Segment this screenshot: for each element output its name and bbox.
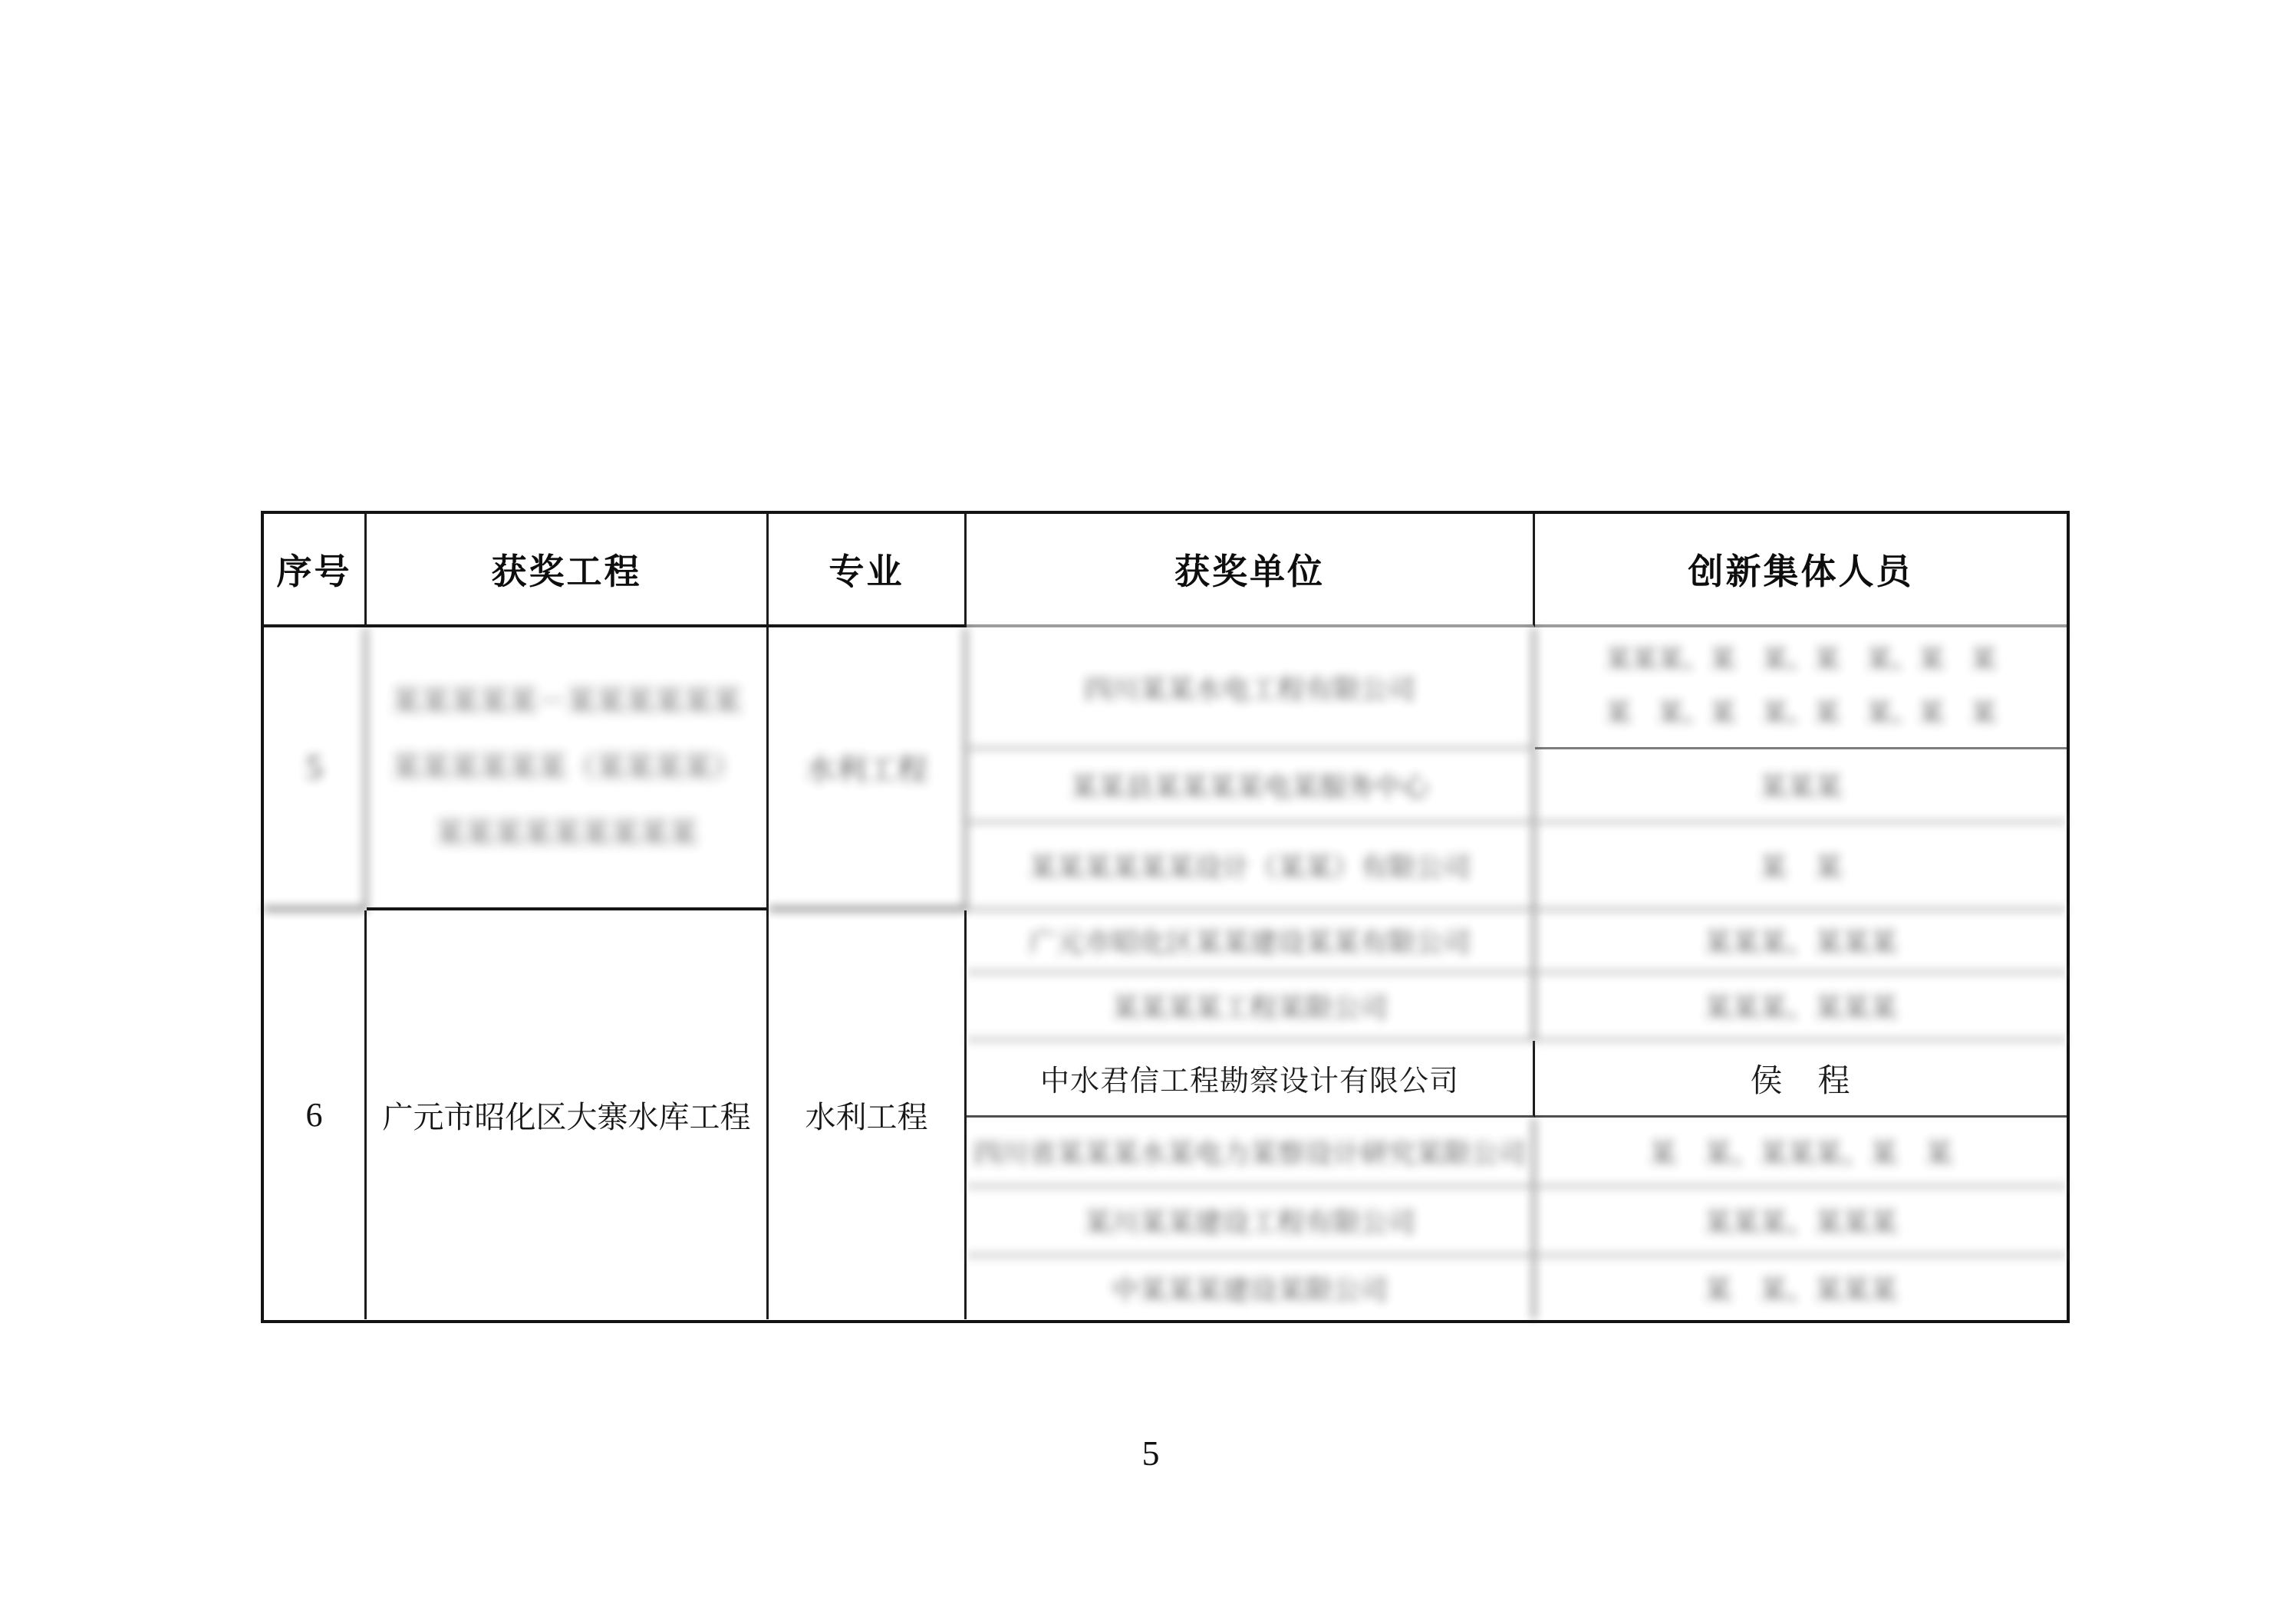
row5-unit-1: 四川某某水电工程有限公司 xyxy=(967,627,1535,749)
row5-serial: 5 xyxy=(264,627,367,910)
row6-people-4: 某 某、某某某、某 某 xyxy=(1535,1118,2067,1187)
row5-unit-3: 某某某某某某设计（某某）有限公司 xyxy=(967,823,1535,910)
row6-serial: 6 xyxy=(264,910,367,1319)
row6-unit-1: 广元市昭化区某某建设某某有限公司 xyxy=(967,910,1535,973)
row5-people-1 xyxy=(1535,627,2067,749)
row6-people-3: 侯 程 xyxy=(1535,1041,2067,1118)
row6-major: 水利工程 xyxy=(769,910,967,1319)
row5-unit-2: 某某县某某某某电某服务中心 xyxy=(967,749,1535,823)
award-table xyxy=(261,511,2070,1323)
row5-project-line: 某某某某某某（某某某某） xyxy=(391,751,742,784)
row6-people-2: 某某某、某某某 xyxy=(1535,973,2067,1041)
page-number: 5 xyxy=(1141,1434,1160,1473)
row5-people-2: 某某某 xyxy=(1535,749,2067,823)
header-cell-serial: 序号 xyxy=(264,514,367,627)
row6-unit-5: 某川某某建设工程有限公司 xyxy=(967,1187,1535,1256)
header-cell-major: 专业 xyxy=(769,514,967,627)
row6-unit-2: 某某某某工程某限公司 xyxy=(967,973,1535,1041)
row5-people-1-line: 某某某、某 某、某 某、某 某 xyxy=(1605,646,1997,674)
row6-unit-6: 中某某某建设某限公司 xyxy=(967,1256,1535,1319)
row6-project: 广元市昭化区大寨水库工程 xyxy=(367,910,769,1319)
row6-unit-3: 中水君信工程勘察设计有限公司 xyxy=(967,1041,1535,1118)
row5-people-3: 某 某 xyxy=(1535,823,2067,910)
row5-project xyxy=(367,627,769,910)
row6-people-5: 某某某、某某某 xyxy=(1535,1187,2067,1256)
row6-unit-4: 四川省某某某水某电力某察设计研究某限公司 xyxy=(967,1118,1535,1187)
header-cell-unit: 获奖单位 xyxy=(967,514,1535,627)
row6-people-6: 某 某、某某某 xyxy=(1704,1274,1898,1305)
row5-major: 水利工程 xyxy=(769,627,967,910)
row5-people-1-line: 某 某、某 某、某 某、某 某 xyxy=(1605,700,1997,728)
header-cell-project: 获奖工程 xyxy=(367,514,769,627)
header-cell-people: 创新集体人员 xyxy=(1535,514,2067,627)
row6-people-1: 某某某、某某某 xyxy=(1535,910,2067,973)
row5-project-line: 某某某某某－某某某某某某 xyxy=(391,685,742,718)
row5-project-line: 某某某某某某某某某 xyxy=(435,817,698,850)
